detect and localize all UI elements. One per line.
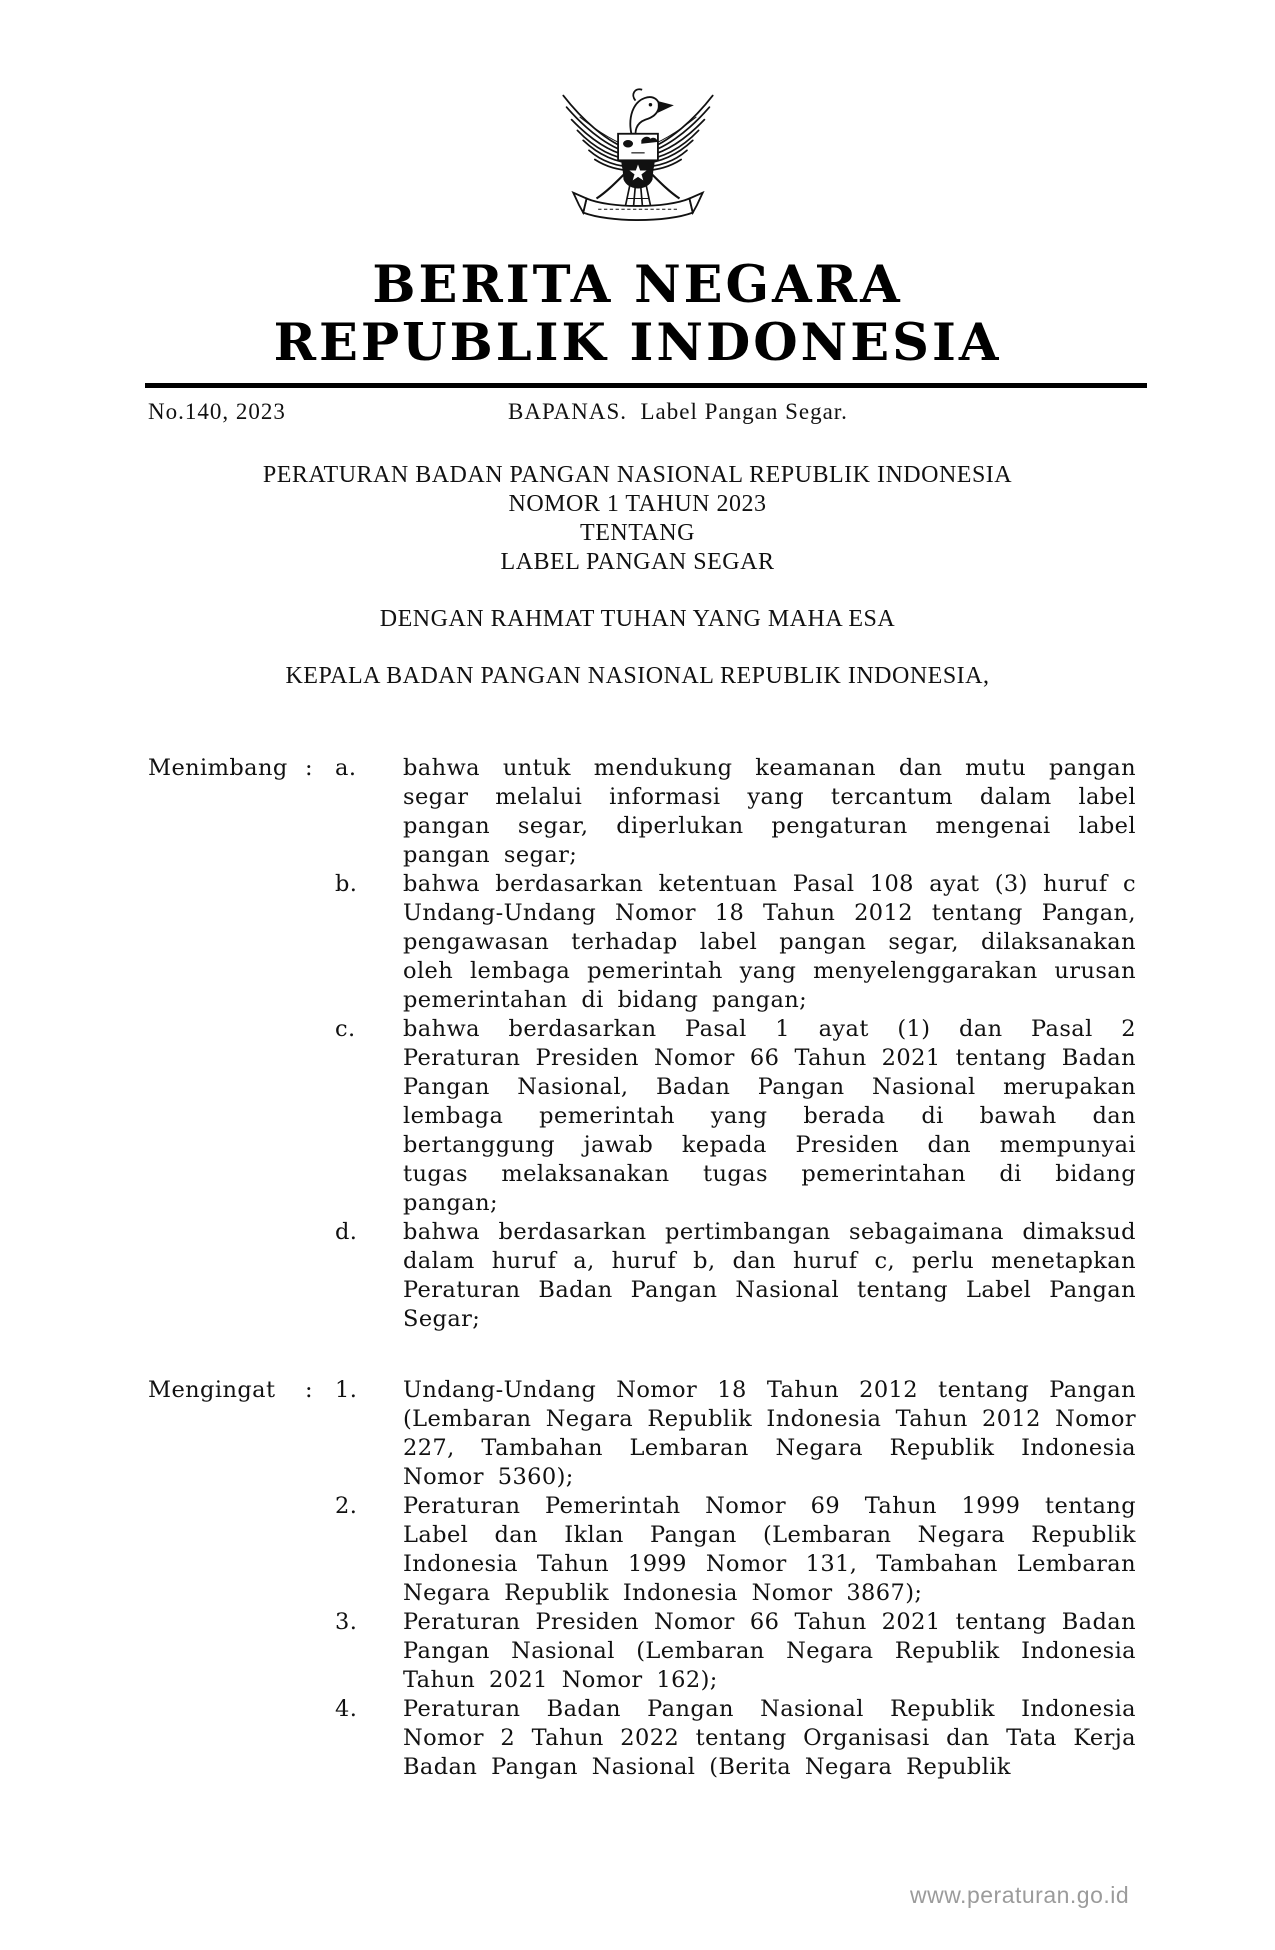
list-item xyxy=(335,1695,1136,1782)
list-item xyxy=(335,1015,1136,1218)
garuda-pancasila-icon xyxy=(555,74,721,240)
item-marker: 1. xyxy=(335,1377,358,1403)
item-marker: 4. xyxy=(335,1696,358,1722)
list-item xyxy=(335,754,1136,870)
list-item xyxy=(335,1376,1136,1492)
invocation-line: DENGAN RAHMAT TUHAN YANG MAHA ESA xyxy=(379,606,896,632)
item-text: bahwa untuk mendukung keamanan dan mutu pangan segar melalui informasi yang tercantum dalam label pangan segar, diperlukan pengaturan mengenai label pangan segar; xyxy=(403,755,1136,868)
mengingat-colon: : xyxy=(305,1377,313,1403)
section-mengingat xyxy=(148,1376,1136,1782)
item-marker: 3. xyxy=(335,1609,358,1635)
list-item xyxy=(335,1608,1136,1695)
footer-watermark-url: www.peraturan.go.id xyxy=(910,1882,1130,1908)
regulation-title: PERATURAN BADAN PANGAN NASIONAL REPUBLIK INDONESIA xyxy=(262,462,1013,488)
item-marker: b. xyxy=(335,871,358,897)
menimbang-items xyxy=(335,754,1136,1334)
masthead-rule xyxy=(145,383,1147,388)
menimbang-colon: : xyxy=(305,755,313,781)
masthead xyxy=(0,256,1275,372)
issue-subject: BAPANAS. Label Pangan Segar. xyxy=(508,399,848,424)
mengingat-label: Mengingat xyxy=(148,1377,276,1403)
regulation-tentang: TENTANG xyxy=(580,520,695,546)
mengingat-items xyxy=(335,1376,1136,1782)
official-line: KEPALA BADAN PANGAN NASIONAL REPUBLIK INDONESIA, xyxy=(285,663,990,689)
title-block xyxy=(0,461,1275,691)
regulation-subject: LABEL PANGAN SEGAR xyxy=(500,549,775,575)
masthead-line2: REPUBLIK INDONESIA xyxy=(273,313,1002,373)
item-marker: a. xyxy=(335,755,357,781)
list-item xyxy=(335,1492,1136,1608)
list-item xyxy=(335,1218,1136,1334)
item-text: Peraturan Presiden Nomor 66 Tahun 2021 tentang Badan Pangan Nasional (Lembaran Negara Republik Indonesia Tahun 2021 Nomor 162); xyxy=(403,1609,1136,1693)
section-menimbang xyxy=(148,754,1136,1334)
item-text: bahwa berdasarkan ketentuan Pasal 108 ayat (3) huruf c Undang-Undang Nomor 18 Tahun 2012 tentang Pangan, pengawasan terhadap label pangan segar, dilaksanakan oleh lembaga pemerintah yang menyelenggarakan urusan pemerintahan di bidang pangan; xyxy=(403,871,1136,1013)
item-text: bahwa berdasarkan pertimbangan sebagaimana dimaksud dalam huruf a, huruf b, dan huruf c, perlu menetapkan Peraturan Badan Pangan Nasional tentang Label Pangan Segar; xyxy=(403,1219,1136,1332)
menimbang-label: Menimbang xyxy=(148,755,288,781)
regulation-number: NOMOR 1 TAHUN 2023 xyxy=(508,491,767,517)
item-marker: 2. xyxy=(335,1493,358,1519)
issue-number: No.140, 2023 xyxy=(148,399,286,424)
item-text: Peraturan Badan Pangan Nasional Republik Indonesia Nomor 2 Tahun 2022 tentang Organisasi dan Tata Kerja Badan Pangan Nasional (Berita Negara Republik xyxy=(403,1696,1136,1780)
item-text: Undang-Undang Nomor 18 Tahun 2012 tentang Pangan (Lembaran Negara Republik Indonesia Tahun 2012 Nomor 227, Tambahan Lembaran Negara Republik Indonesia Nomor 5360); xyxy=(403,1377,1136,1490)
item-marker: c. xyxy=(335,1016,356,1042)
item-text: Peraturan Pemerintah Nomor 69 Tahun 1999 tentang Label dan Iklan Pangan (Lembaran Negara Republik Indonesia Tahun 1999 Nomor 131, Tambahan Lembaran Negara Republik Indonesia Nomor 3867); xyxy=(403,1493,1136,1606)
item-text: bahwa berdasarkan Pasal 1 ayat (1) dan Pasal 2 Peraturan Presiden Nomor 66 Tahun 2021 tentang Badan Pangan Nasional, Badan Pangan Nasional merupakan lembaga pemerintah yang berada di bawah dan bertanggung jawab kepada Presiden dan mempunyai tugas melaksanakan tugas pemerintahan di bidang pangan; xyxy=(403,1016,1136,1216)
item-marker: d. xyxy=(335,1219,358,1245)
list-item xyxy=(335,870,1136,1015)
masthead-line1: BERITA NEGARA xyxy=(372,255,903,315)
